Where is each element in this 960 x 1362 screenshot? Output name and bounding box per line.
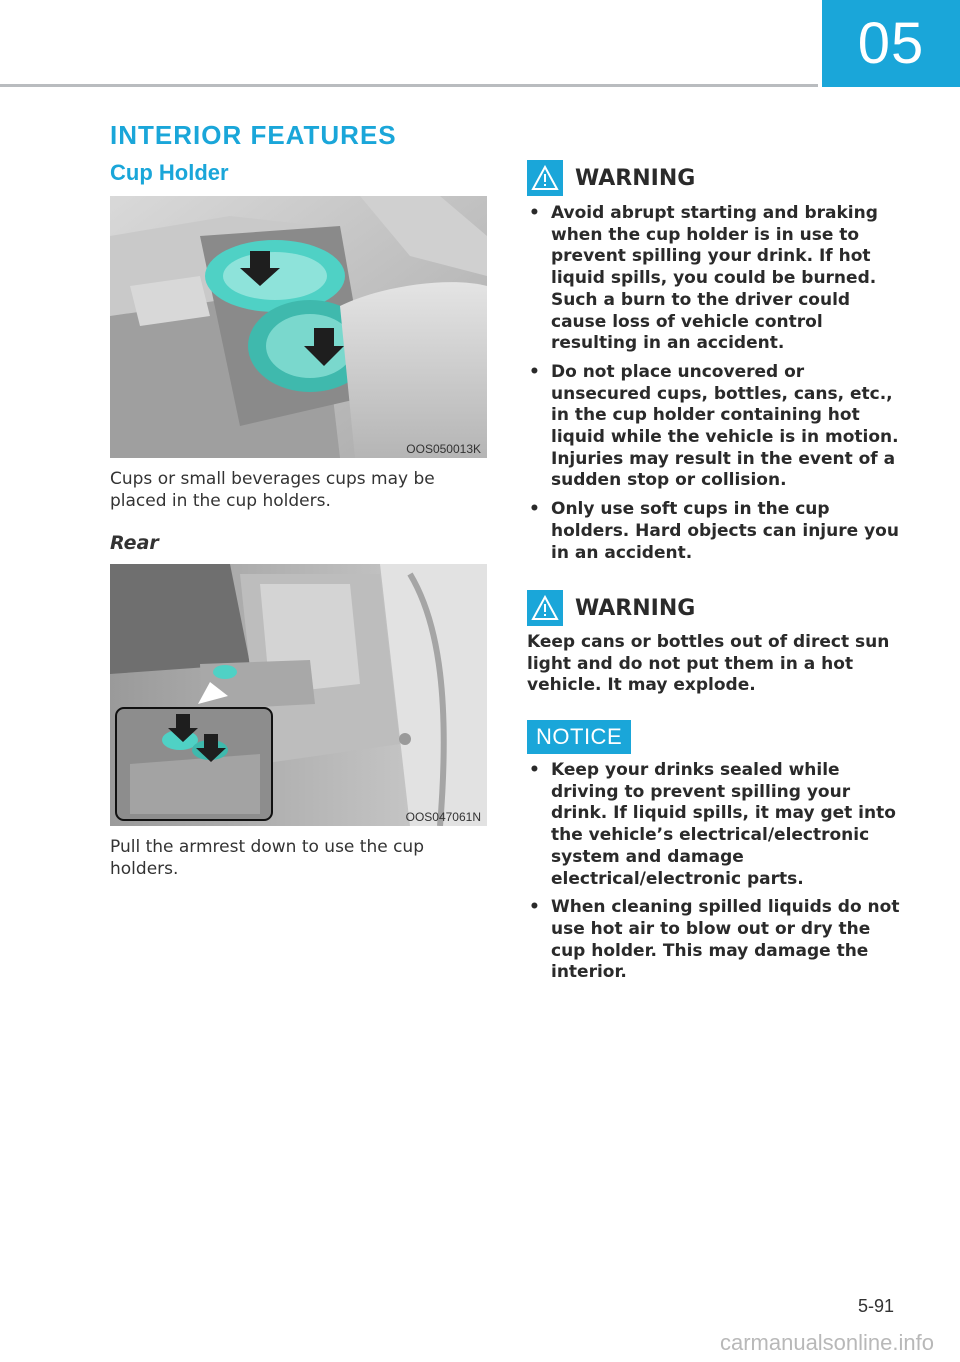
warning-title xyxy=(527,590,695,626)
rear-cup-holder-figure xyxy=(110,564,487,826)
figure-code: OOS047061N xyxy=(405,810,481,824)
warning-list xyxy=(527,203,905,571)
rear-heading: Rear xyxy=(110,532,159,554)
warning-item: • Do not place uncovered or unsecured cups, bottles, cans, etc., in the cup holder containing hot liquid while the vehicle is in motion. Injuries may result in the event of a sudden stop or collision. xyxy=(527,362,905,492)
warning-title xyxy=(527,160,695,196)
front-cup-holder-illustration xyxy=(110,196,487,458)
rear-cup-holder-illustration xyxy=(110,564,487,826)
front-cup-holder-figure xyxy=(110,196,487,458)
notice-item: • When cleaning spilled liquids do not use hot air to blow out or dry the cup holder. This may damage the interior. xyxy=(527,897,905,984)
notice-item: • Keep your drinks sealed while driving to prevent spilling your drink. If liquid spills, it may get into the vehicle’s electrical/electronic system and damage electrical/electronic parts. xyxy=(527,760,905,890)
section-title: INTERIOR FEATURES xyxy=(110,120,397,150)
warning-title-text: WARNING xyxy=(575,595,696,621)
chapter-tab xyxy=(822,0,960,87)
warning-triangle-icon xyxy=(527,590,563,626)
front-cup-holder-text: Cups or small beverages cups may be placed in the cup holders. xyxy=(110,469,435,511)
warning-item: • Only use soft cups in the cup holders. Hard objects can injure you in an accident. xyxy=(527,499,905,564)
rear-cup-holder-text: Pull the armrest down to use the cup holders. xyxy=(110,837,425,879)
notice-list xyxy=(527,760,905,991)
chapter-number: 05 xyxy=(857,11,925,76)
warning-triangle-icon xyxy=(527,160,563,196)
header-rule xyxy=(0,84,818,87)
warning-item: • Avoid abrupt starting and braking when the cup holder is in use to prevent spilling your drink. If hot liquid spills, you could be burned. Such a burn to the driver could cause loss of vehicle control resulting in an accident. xyxy=(527,203,905,355)
figure-code: OOS050013K xyxy=(406,442,481,456)
watermark: carmanualsonline.info xyxy=(719,1330,934,1355)
subsection-title: Cup Holder xyxy=(110,160,229,185)
warning-title-text: WARNING xyxy=(575,165,696,191)
warning-text: Keep cans or bottles out of direct sun light and do not put them in a hot vehicle. It may explode. xyxy=(527,632,890,696)
page-number: 5-91 xyxy=(857,1296,894,1316)
notice-badge: NOTICE xyxy=(527,720,631,754)
